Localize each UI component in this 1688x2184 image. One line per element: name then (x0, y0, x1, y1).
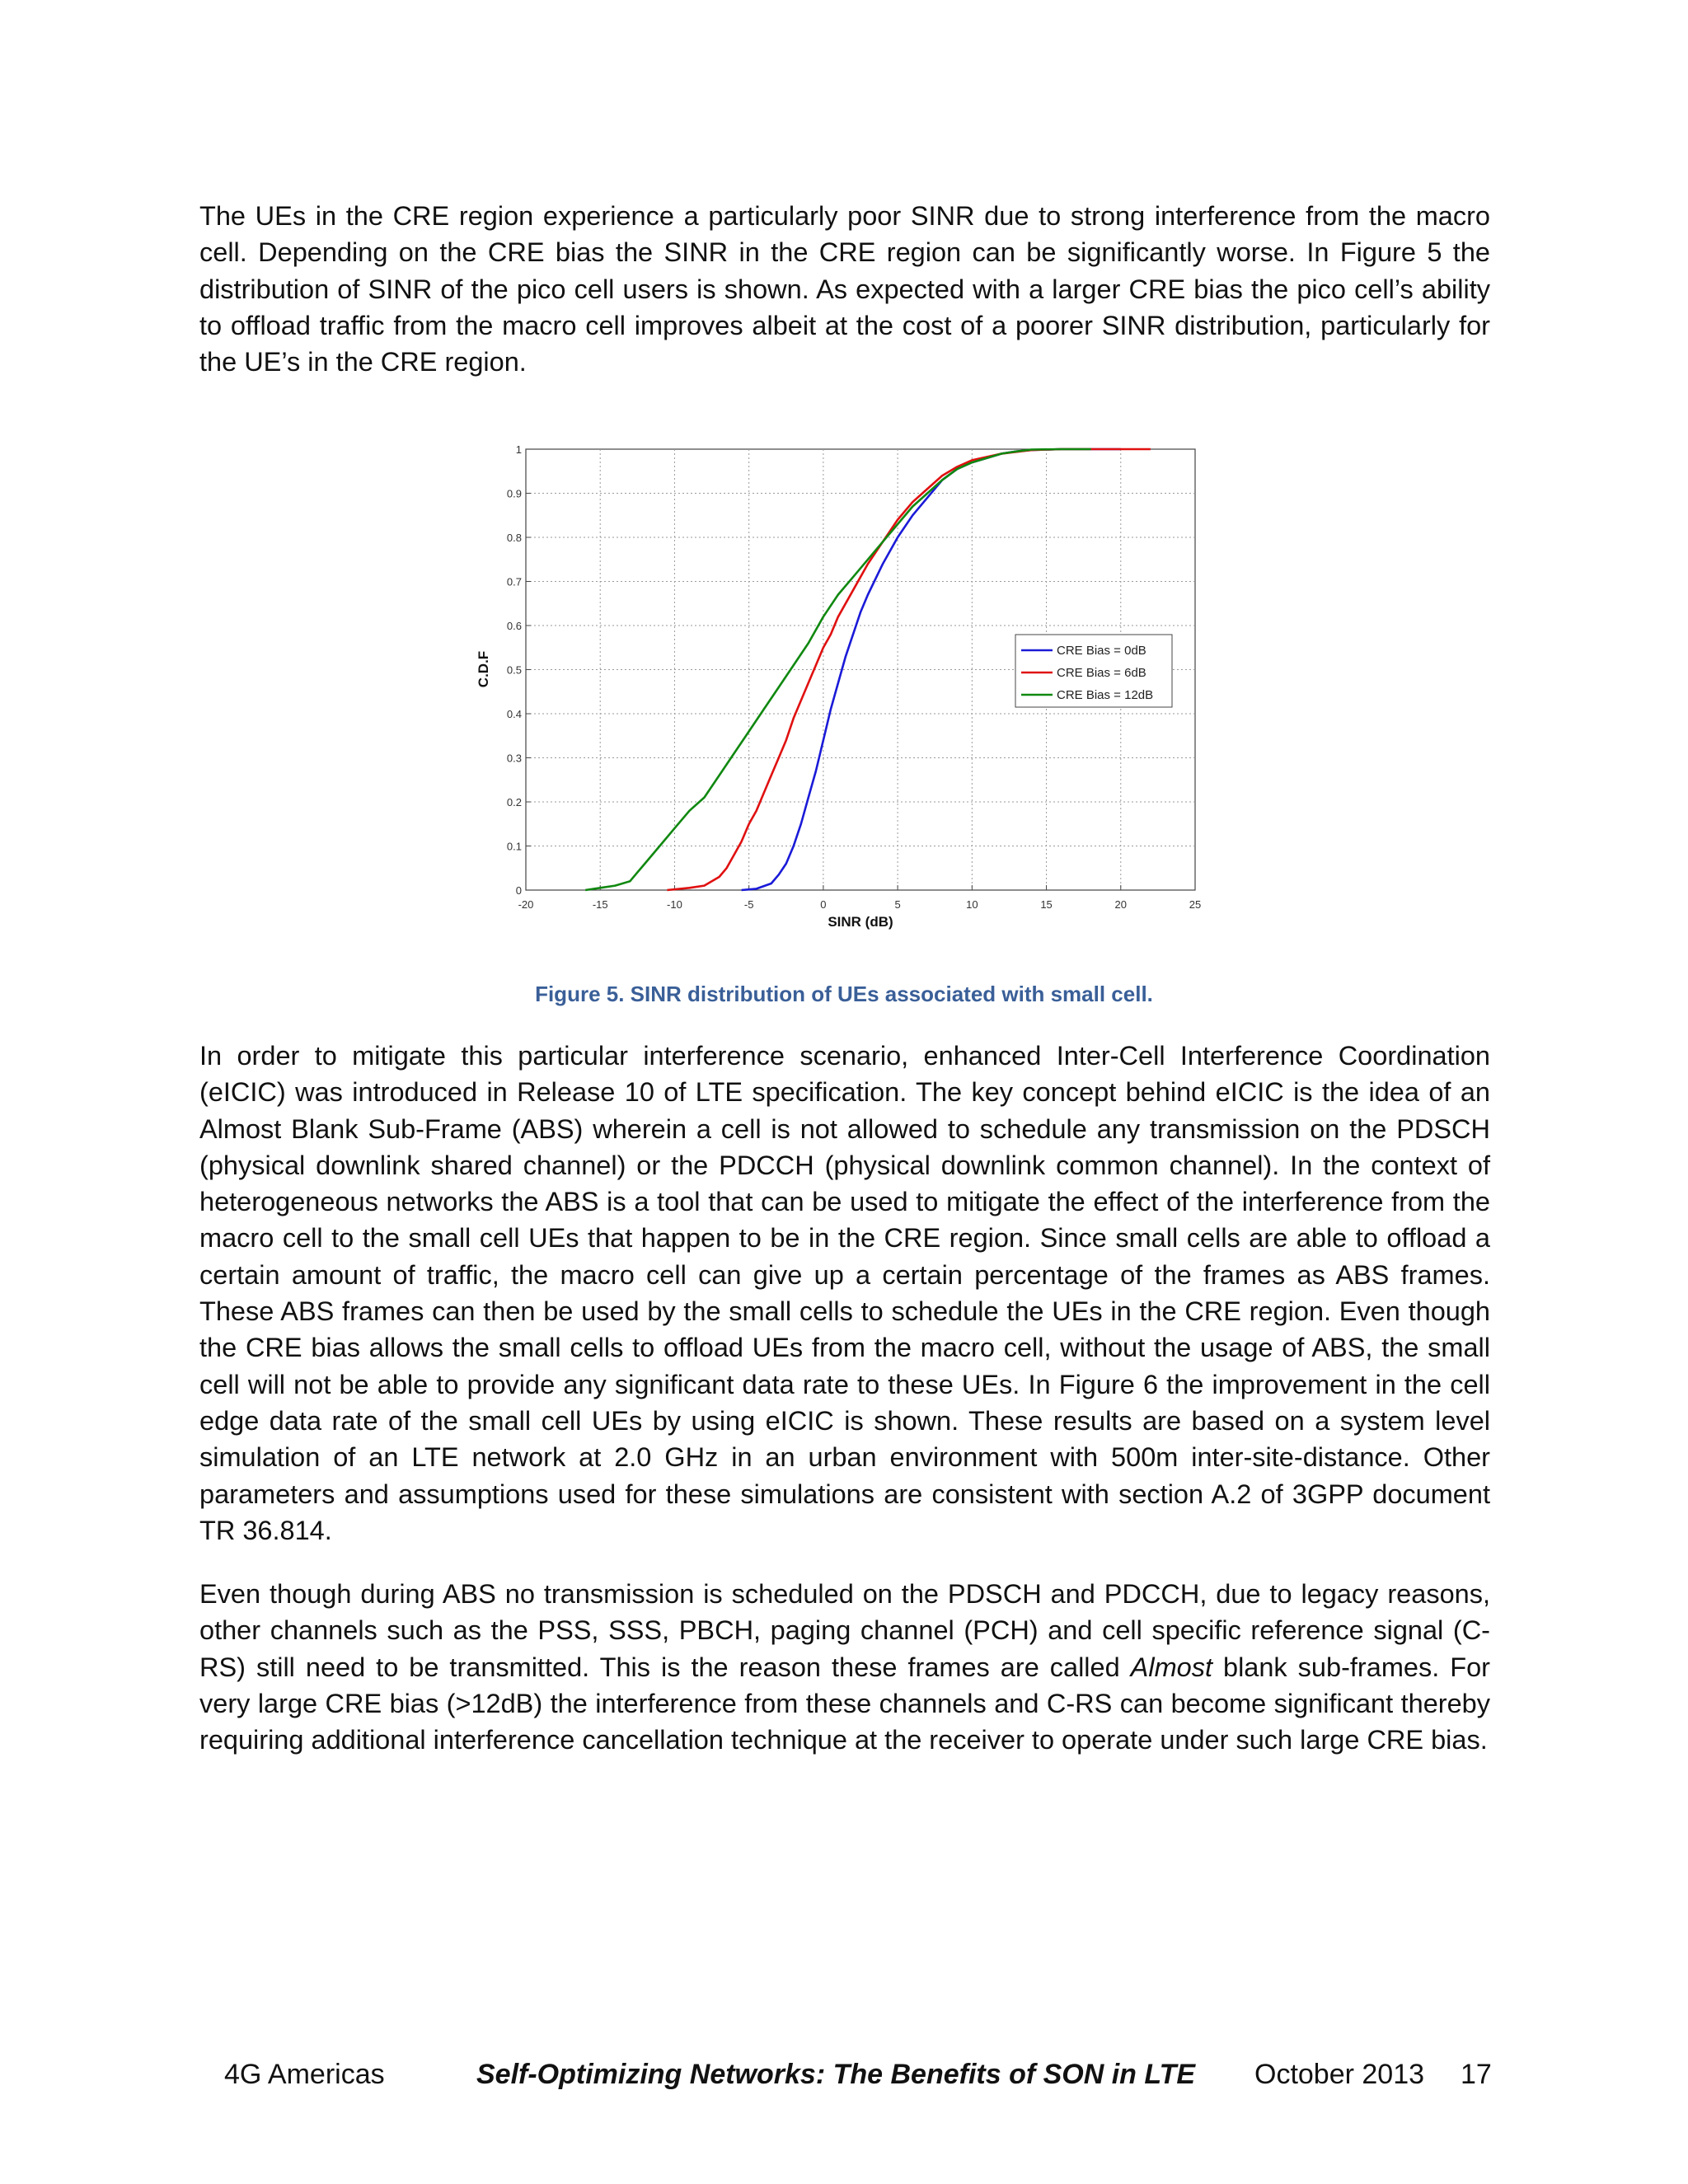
sinr-cdf-chart (467, 437, 1208, 948)
x-axis-label: SINR (dB) (828, 914, 893, 930)
body-paragraph-1: The UEs in the CRE region experience a particularly poor SINR due to strong interference from the macro cell. Depending on the CRE bias the SINR in the CRE region can be significantly worse. In Figure 5 the distribution of SINR of the pico cell users is shown. As expected with a larger CRE bias the pico cell’s ability to offload traffic from the macro cell improves albeit at the cost of a poorer SINR distribution, particularly for the UE’s in the CRE region. (199, 201, 1490, 377)
x-tick-label: 5 (894, 898, 901, 911)
footer-date: October 2013 (1254, 2059, 1425, 2090)
x-tick-label: 15 (1040, 898, 1053, 911)
x-tick-label: -20 (518, 898, 534, 911)
paragraph-3-part-1: Even though during ABS no transmission is scheduled on the PDSCH and PDCCH, due to legacy reasons, other channels such as the PSS, SSS, PBCH, paging channel (PCH) and cell specific reference signal (C-RS) still need to be transmitted. This is the reason these frames are called (199, 1579, 1490, 1682)
body-paragraph-2: In order to mitigate this particular interference scenario, enhanced Inter-Cell Interference Coordination (eICIC) was introduced in Release 10 of LTE specification. The key concept behind eICIC is the idea of an Almost Blank Sub-Frame (ABS) wherein a cell is not allowed to schedule any transmission on the PDSCH (physical downlink shared channel) or the PDCCH (physical downlink common channel). In the context of heterogeneous networks the ABS is a tool that can be used to mitigate the effect of the interference from the macro cell to the small cell UEs that happen to be in the CRE region. Since small cells are able to offload a certain amount of traffic, the macro cell can give up a certain percentage of the frames as ABS frames. These ABS frames can then be used by the small cells to schedule the UEs in the CRE region. Even though the CRE bias allows the small cells to offload UEs from the macro cell, without the usage of ABS, the small cell will not be able to provide any significant data rate to these UEs. In Figure 6 the improvement in the cell edge data rate of the small cell UEs by using eICIC is shown. These results are based on a system level simulation of an LTE network at 2.0 GHz in an urban environment with 500m inter-site-distance. Other parameters and assumptions used for these simulations are consistent with section A.2 of 3GPP document TR 36.814. (199, 1041, 1490, 1545)
y-tick-label: 0.4 (506, 708, 522, 720)
body-paragraph-3 (199, 1576, 1490, 1758)
footer-page-number: 17 (1461, 2059, 1492, 2090)
legend-label-0: CRE Bias = 0dB (1057, 644, 1146, 658)
x-tick-label: -10 (667, 898, 682, 911)
figure-caption: Figure 5. SINR distribution of UEs associated with small cell. (535, 982, 1153, 1006)
y-tick-label: 0.3 (506, 752, 522, 765)
y-tick-label: 0.5 (506, 663, 522, 677)
y-axis-label: C.D.F (476, 650, 491, 688)
paragraph-3-emphasis: Almost (1130, 1652, 1212, 1682)
y-tick-label: 0 (515, 884, 522, 897)
x-tick-label: 25 (1189, 898, 1202, 911)
x-tick-label: 10 (966, 898, 978, 911)
paragraph-3-part-2: blank sub-frames. For very large CRE bias (>12dB) the interference from these channels and C-RS can become significant thereby requiring additional interference cancellation technique at the receiver to operate under such large CRE bias. (199, 1652, 1490, 1755)
x-tick-label: 0 (820, 898, 827, 911)
y-tick-label: 0.1 (506, 840, 522, 853)
x-tick-label: 20 (1114, 898, 1128, 911)
footer-organization: 4G Americas (224, 2059, 385, 2090)
y-tick-label: 0.9 (506, 487, 522, 500)
legend-label-2: CRE Bias = 12dB (1057, 688, 1154, 702)
y-tick-label: 0.2 (506, 796, 522, 808)
page-footer (0, 2059, 1688, 2100)
chart-svg (467, 437, 1208, 948)
legend-label-1: CRE Bias = 6dB (1057, 666, 1146, 680)
y-tick-label: 1 (515, 443, 522, 456)
x-tick-label: -15 (592, 898, 608, 911)
footer-document-title: Self-Optimizing Networks: The Benefits of SON in LTE (476, 2059, 1196, 2090)
y-tick-label: 0.6 (506, 620, 522, 632)
chart-legend (1015, 635, 1172, 707)
x-tick-label: -5 (743, 898, 754, 911)
y-tick-label: 0.7 (506, 575, 522, 588)
y-tick-label: 0.8 (506, 532, 522, 544)
